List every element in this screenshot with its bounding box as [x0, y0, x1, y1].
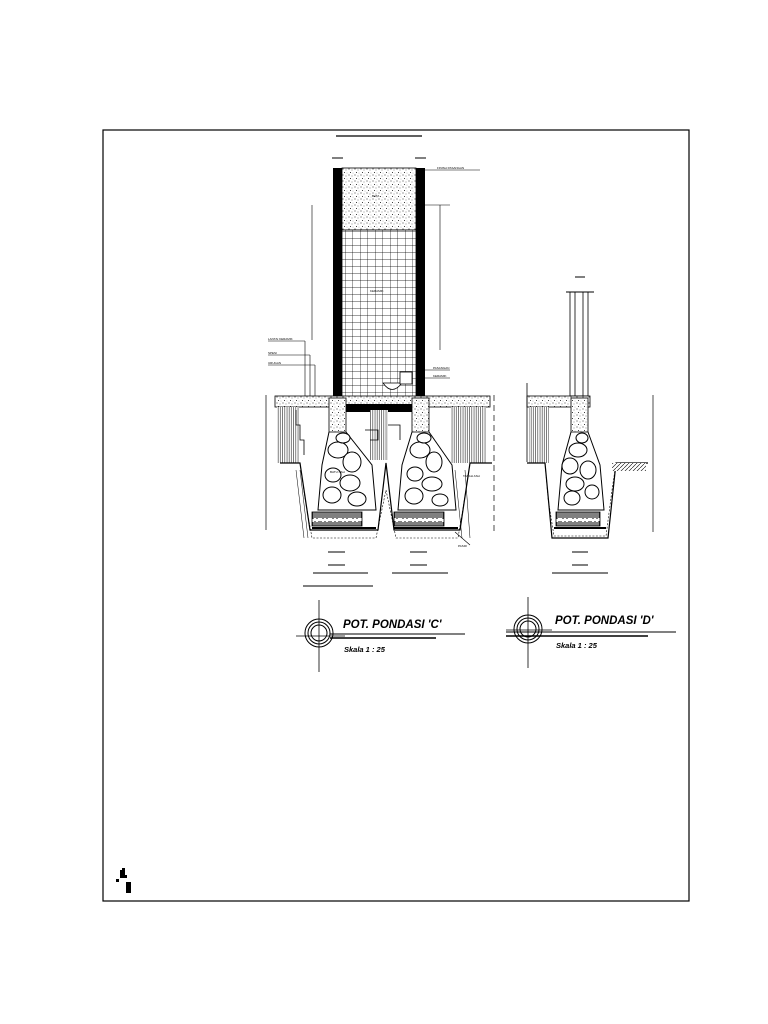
section-c-scale: Skala 1 : 25 [344, 645, 385, 654]
section-d-title: POT. PONDASI 'D' [555, 615, 654, 627]
svg-text:FINISH PASANGAN: FINISH PASANGAN [437, 166, 465, 170]
section-d-drawing [527, 277, 653, 573]
svg-text:PASIR: PASIR [458, 544, 467, 548]
svg-text:BATU KALI: BATU KALI [330, 470, 346, 474]
svg-text:SPESI: SPESI [268, 351, 277, 355]
section-c-drawing [266, 136, 494, 586]
svg-text:PASANGAN: PASANGAN [433, 366, 450, 370]
section-c-symbol [296, 600, 465, 672]
svg-text:BATA: BATA [372, 194, 380, 198]
svg-text:KERAMIK: KERAMIK [433, 374, 447, 378]
section-d-symbol [506, 597, 676, 668]
svg-text:URUGAN: URUGAN [268, 361, 282, 365]
svg-text:LANTAI KERAMIK: LANTAI KERAMIK [268, 337, 293, 341]
svg-text:TANAH ASLI: TANAH ASLI [463, 474, 481, 478]
drafting-logo-icon [116, 868, 131, 893]
section-d-scale: Skala 1 : 25 [556, 641, 597, 650]
section-c-title: POT. PONDASI 'C' [343, 619, 442, 631]
svg-text:KERAMIK: KERAMIK [370, 289, 384, 293]
